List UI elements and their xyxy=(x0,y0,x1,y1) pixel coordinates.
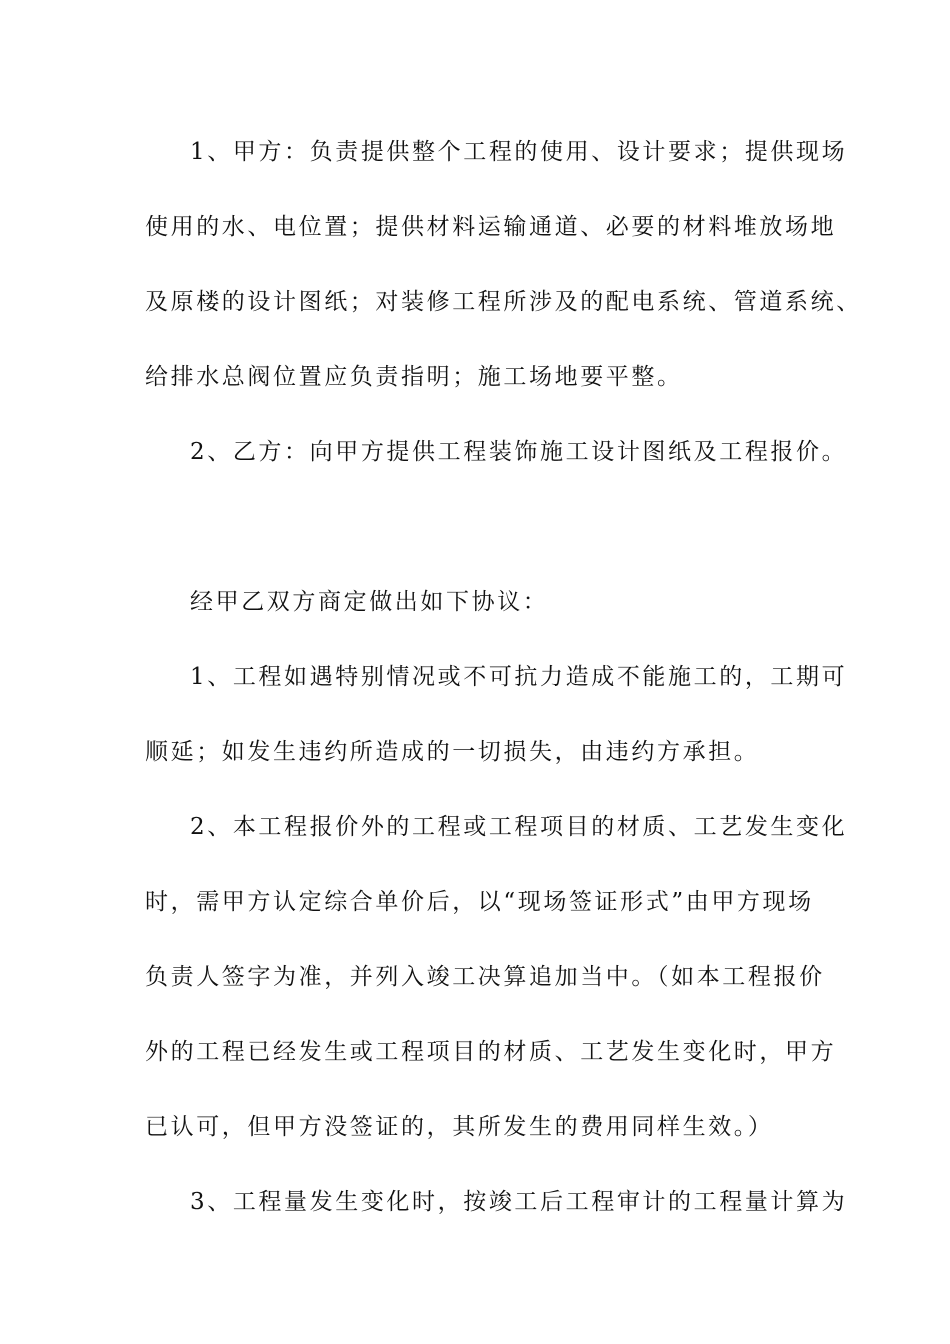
party-a-duty-line-2: 使用的水、电位置；提供材料运输通道、必要的材料堆放场地 xyxy=(145,214,837,240)
clause-2-line-4: 外的工程已经发生或工程项目的材质、工艺发生变化时，甲方 xyxy=(145,1039,837,1065)
party-a-duty-line-3: 及原楼的设计图纸；对装修工程所涉及的配电系统、管道系统、 xyxy=(145,289,862,315)
clause-2-line-2: 时，需甲方认定综合单价后，以“现场签证形式”由甲方现场 xyxy=(145,889,814,915)
party-b-duty-line: 2、乙方：向甲方提供工程装饰施工设计图纸及工程报价。 xyxy=(190,439,848,465)
clause-2-line-3: 负责人签字为准，并列入竣工决算追加当中。（如本工程报价 xyxy=(145,964,825,990)
clause-1-line-1: 1、工程如遇特别情况或不可抗力造成不能施工的，工期可 xyxy=(190,664,848,690)
agreement-intro: 经甲乙双方商定做出如下协议： xyxy=(190,589,549,615)
clause-3-line-1: 3、工程量发生变化时，按竣工后工程审计的工程量计算为 xyxy=(190,1189,848,1215)
party-a-duty-line-1: 1、甲方：负责提供整个工程的使用、设计要求；提供现场 xyxy=(190,139,848,165)
party-a-duty-line-4: 给排水总阀位置应负责指明；施工场地要平整。 xyxy=(145,364,683,390)
clause-2-line-5: 已认可，但甲方没签证的，其所发生的费用同样生效。） xyxy=(145,1114,774,1140)
clause-1-line-2: 顺延；如发生违约所造成的一切损失，由违约方承担。 xyxy=(145,739,760,765)
clause-2-line-1: 2、本工程报价外的工程或工程项目的材质、工艺发生变化 xyxy=(190,814,848,840)
